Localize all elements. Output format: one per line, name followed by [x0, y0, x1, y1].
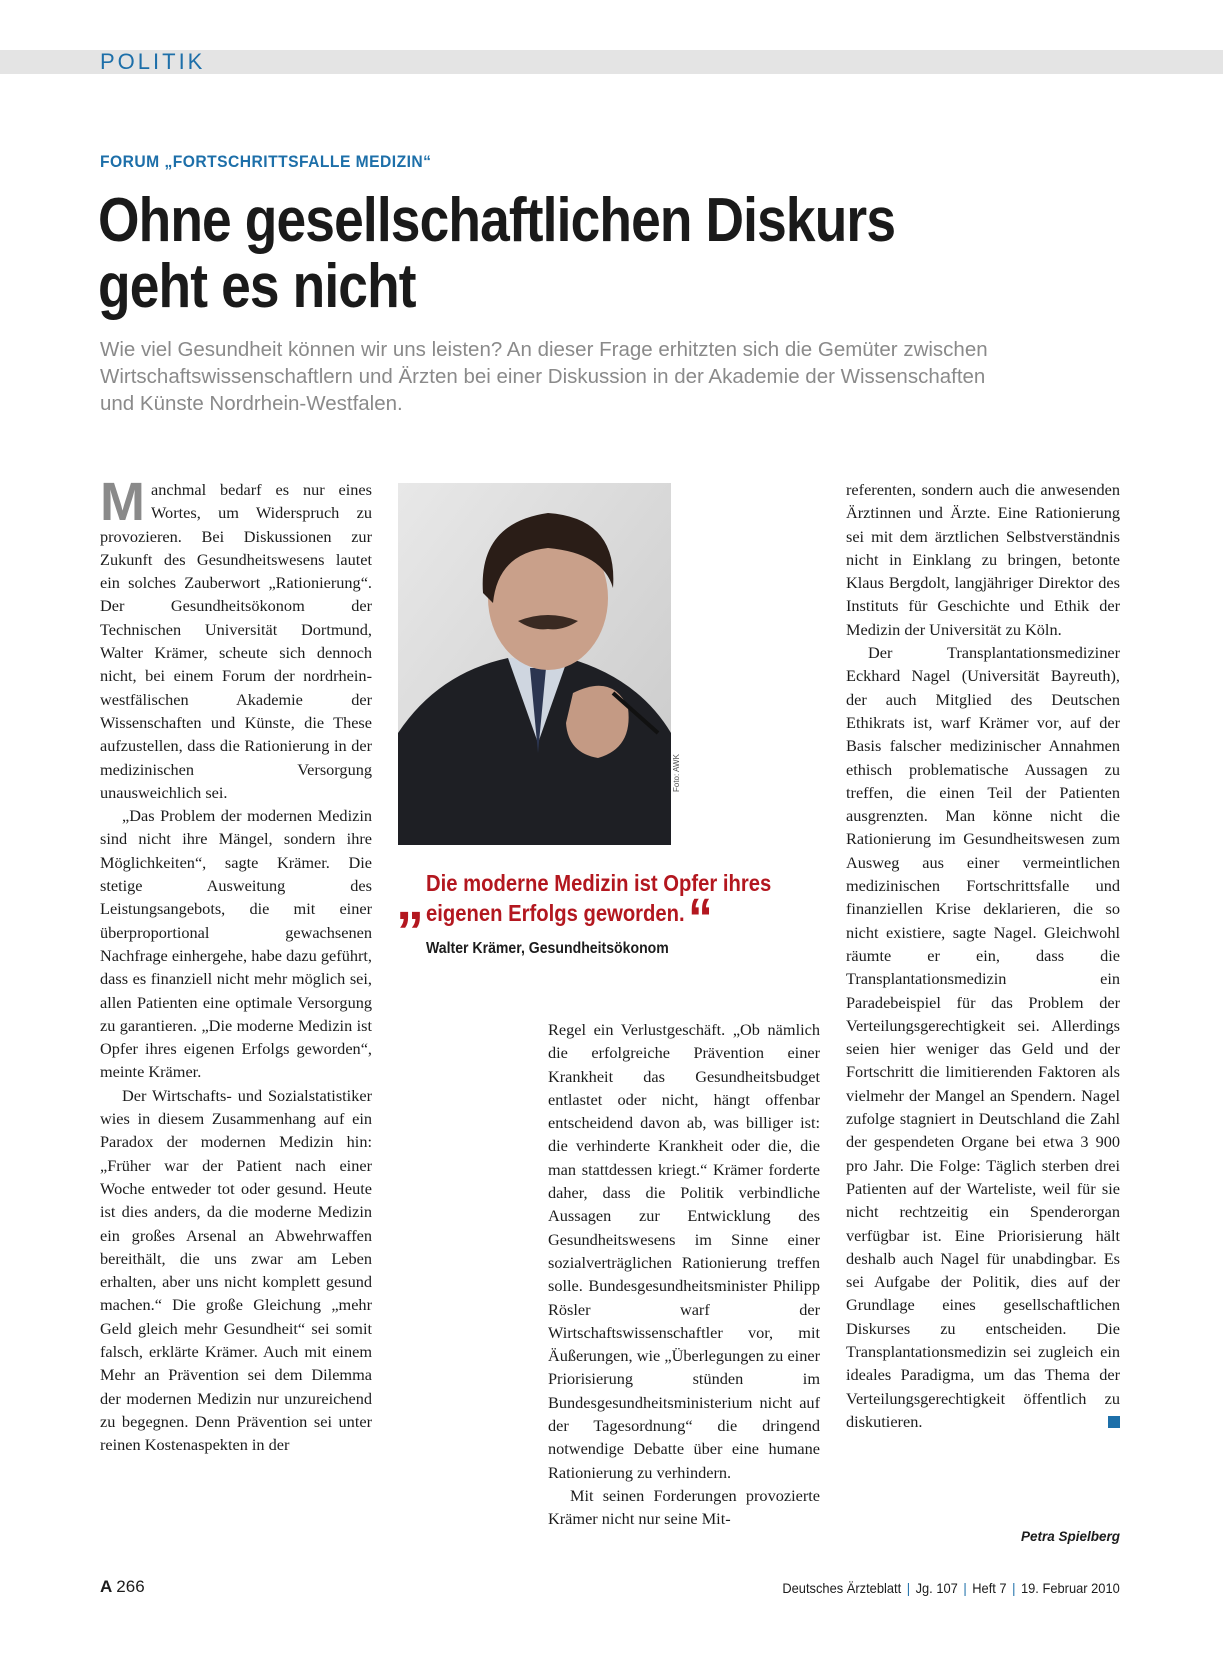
paragraph: Regel ein Verlustgeschäft. „Ob nämlich die erfolgreiche Prävention einer Krankheit das Gesundheitsbudget entlastet oder nicht, hängt offenbar entscheidend davon ab, was billiger ist: die verhinderte Krankheit oder die, die man stattdessen kriegt.“ Krämer forderte daher, dass die Politik verbindliche Aussagen zur Entwicklung des Gesundheitswesens im Sinne einer sozialverträglichen Rationierung treffen solle. Bundesgesundheitsminister Philipp Rösler warf der Wirtschaftswissenschaftler vor, mit Äußerungen, wie „Überlegungen zu einer Priorisierung stünden im Bundesgesundheitsministerium nicht auf der Tagesordnung“ die dringend notwendige Debatte über eine humane Rationierung zu verhindern.	[548, 1020, 820, 1482]
paragraph: „Das Problem der modernen Medizin sind nicht ihre Mängel, sondern ihre Möglichkeiten“, sagte Krämer. Die stetige Ausweitung des Leistungsangebots, die mit einer überproportional gewachsenen Nachfrage einhergehe, habe dazu geführt, dass es finanziell nicht mehr möglich sei, allen Patienten eine optimale Versorgung zu garantieren. „Die moderne Medizin ist Opfer ihres eigenen Erfolgs geworden“, meinte Krämer.	[100, 806, 372, 1082]
journal-name: Deutsches Ärzteblatt	[782, 1580, 902, 1596]
drop-cap: M	[100, 472, 145, 532]
portrait-photo	[398, 483, 671, 845]
article-lead: Wie viel Gesundheit können wir uns leisten? An dieser Frage erhitzten sich die Gemüter zwischen Wirtschaftswissenschaftlern und Ärzten bei einer Diskussion in der Akademie der Wissenschaften und Künste Nordrhein-Westfalen.	[100, 338, 988, 415]
pull-quote-body: Die moderne Medizin ist Opfer ihres eigenen Erfolgs geworden.	[426, 870, 772, 926]
paragraph	[846, 641, 1120, 1433]
article-headline	[98, 188, 958, 320]
text-column-3	[846, 478, 1120, 1433]
page-number-value: 266	[116, 1577, 145, 1596]
text-column-2	[548, 1018, 820, 1531]
photo-credit: Foto: AWK	[672, 754, 681, 792]
paragraph: referenten, sondern auch die anwesenden Ärztinnen und Ärzte. Eine Rationierung sei mit dem ärztlichen Selbstverständnis nicht in Einklang zu bringen, betonte Klaus Bergdolt, langjähriger Direktor des Instituts für Geschichte und Ethik der Medizin der Universität zu Köln.	[846, 480, 1120, 639]
pull-quote	[398, 868, 828, 958]
text-column-1	[100, 472, 372, 1456]
quote-close-mark: “	[688, 886, 713, 949]
journal-date: 19. Februar 2010	[1021, 1580, 1120, 1596]
author-byline: Petra Spielberg	[1020, 1529, 1120, 1544]
footer-separator: |	[1012, 1580, 1016, 1596]
pull-quote-attribution: Walter Krämer, Gesundheitsökonom	[426, 940, 669, 957]
paragraph: Der Wirtschafts- und Sozialstatistiker wies in diesem Zusammenhang auf ein Paradox der modernen Medizin hin: „Früher war der Patient nach einer Woche entweder tot oder gesund. Heute ist dies anders, da die moderne Medizin ein großes Arsenal an Abwehrwaffen bereithält, die uns zwar am Leben erhalten, aber uns nicht komplett gesund machen.“ Die große Gleichung „mehr Geld gleich mehr Gesundheit“ sei somit falsch, erklärte Krämer. Auch mit einem Mehr an Prävention sei dem Dilemma der modernen Medizin nur unzureichend zu begegnen. Denn Prävention sei unter reinen Kostenaspekten in der	[100, 1085, 372, 1455]
quote-open-mark: „	[396, 868, 424, 931]
paragraph	[100, 472, 372, 804]
portrait-illustration	[398, 483, 671, 845]
section-label: POLITIK	[100, 49, 206, 74]
headline-line-2: geht es nicht	[98, 252, 416, 321]
article-kicker: FORUM „FORTSCHRITTSFALLE MEDIZIN“	[100, 152, 432, 171]
footer-separator: |	[906, 1580, 911, 1596]
paragraph-text: anchmal bedarf es nur eines Wortes, um Widerspruch zu provozieren. Bei Diskussionen zur Zukunft des Gesundheitswesens lautet ein solches Zauberwort „Rationierung“. Der Gesundheitsökonom der Technischen Universität Dortmund, Walter Krämer, scheute sich dennoch nicht, bei einem Forum der nordrhein-westfälischen Akademie der Wissenschaften und Künste, die These aufzustellen, dass die Rationierung in der medizinischen Versorgung unausweichlich sei.	[100, 480, 372, 802]
paragraph: Mit seinen Forderungen provozierte Krämer nicht nur seine Mit-	[548, 1485, 820, 1529]
headline-line-1: Ohne gesellschaftlichen Diskurs	[98, 186, 896, 255]
page-prefix: A	[100, 1577, 113, 1596]
journal-issue: Heft 7	[972, 1580, 1007, 1596]
journal-volume: Jg. 107	[915, 1580, 959, 1596]
footer-separator: |	[963, 1580, 967, 1596]
page-number	[100, 1577, 145, 1597]
journal-footer	[783, 1580, 1120, 1596]
paragraph-text: Der Transplantationsmediziner Eckhard Nagel (Universität Bayreuth), der auch Mitglied des Deutschen Ethikrats ist, warf Krämer vor, auf der Basis falscher medizinischer Annahmen ethisch problematische Aussagen zu treffen, die einen Teil der Patienten ausgrenzten. Man könne nicht die Rationierung im Gesundheitswesen zum Ausweg aus einer vermeintlichen medizinischen Fortschrittsfalle und finanziellen Krise deklarieren, die so nicht existiere, sagte Nagel. Gleichwohl räumte er ein, dass die Transplantationsmedizin ein Paradebeispiel für das Problem der Verteilungsgerechtigkeit sei. Allerdings seien hier weniger das Geld und der Fortschritt die limitierenden Faktoren als vielmehr der Mangel an Spendern. Nagel zufolge stagniert in Deutschland die Zahl der gespendeten Organe bei etwa 3 900 pro Jahr. Die Folge: Täglich sterben drei Patienten auf der Warteliste, weil für sie nicht rechtzeitig ein Spenderorgan verfügbar ist. Eine Priorisierung hält deshalb auch Nagel für unabdingbar. Es sei Aufgabe der Politik, dies auf der Grundlage eines gesellschaftlichen Diskurses zu entscheiden. Die Transplantationsmedizin sei zugleich ein ideales Paradigma, um das Thema der Verteilungsgerechtigkeit öffentlich zu diskutieren.	[846, 643, 1120, 1431]
end-of-article-square-icon	[1108, 1416, 1120, 1428]
